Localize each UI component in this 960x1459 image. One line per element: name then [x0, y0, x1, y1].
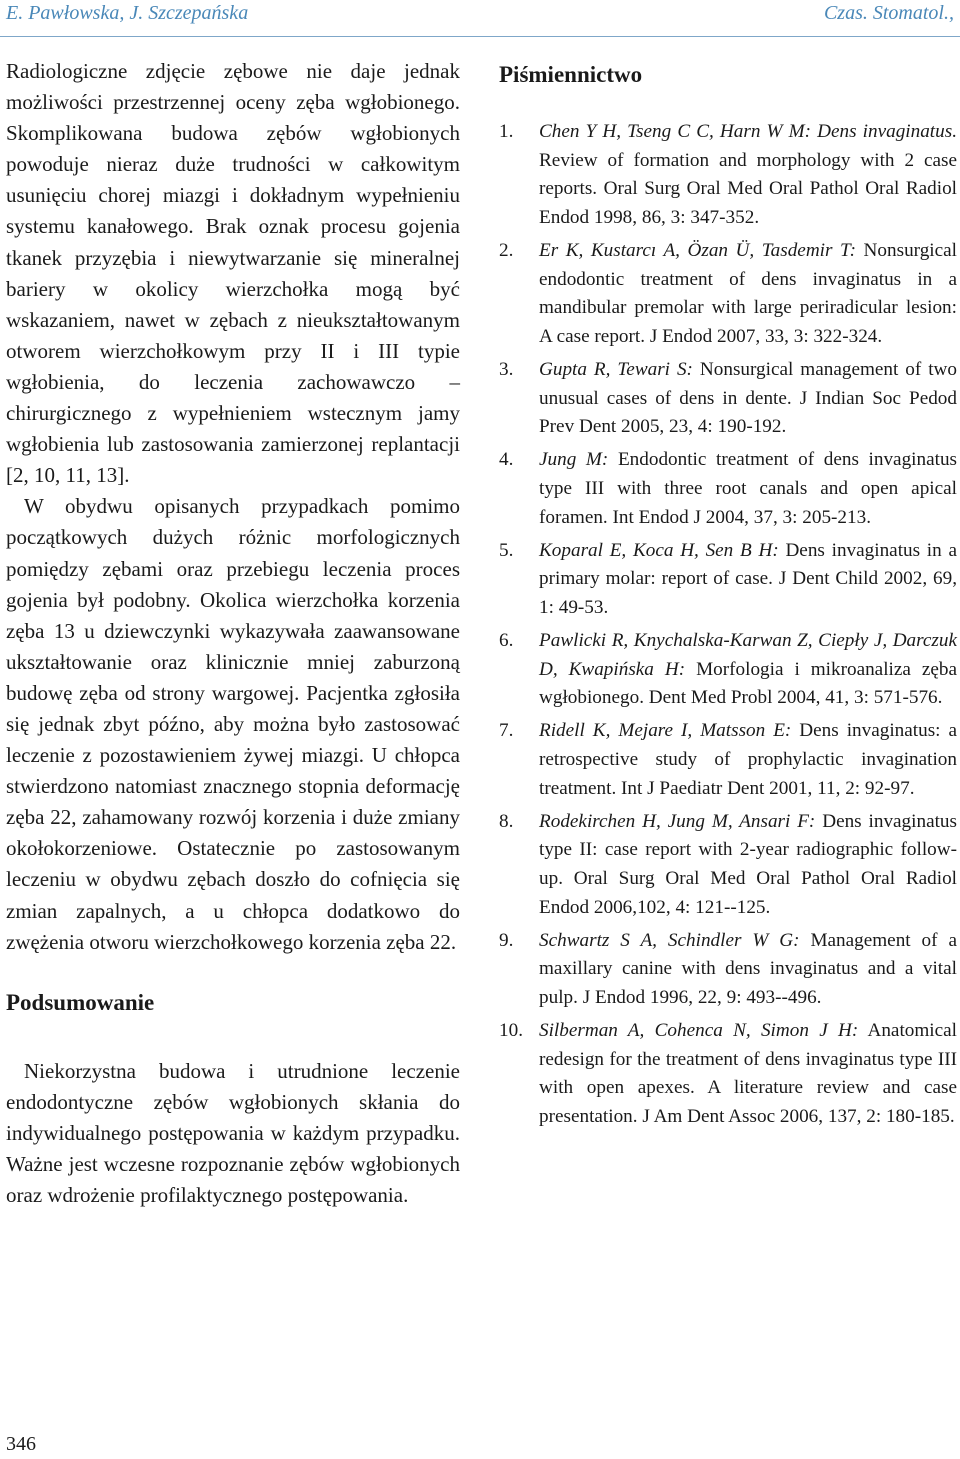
reference-number: 7.: [499, 720, 514, 742]
reference-details: Management of a maxillary canine with dens invaginatus and a vital pulp. J Endod 1996, 22, 9: 493--496.: [539, 929, 957, 1008]
reference-item: [499, 927, 957, 1013]
reference-details: Dens invaginatus: a retrospective study of prophylactic invagination treatment. Int J Paediatr Dent 2001, 11, 2: 92-97.: [539, 720, 957, 799]
body-paragraph-2: W obydwu opisanych przypadkach pomimo początkowych dużych różnic morfologicznych pomiędzy zębami oraz przebiegu leczenia proces gojenia był podobny. Okolica wierzchołka korzenia zęba 13 u dziewczynki wykazywała zaawansowane ukształtowanie oraz klinicznie mniej zaburzoną budowę zęba od strony wargowej. Pacjentka zgłosiła się jednak zbyt późno, aby można było zastosować leczenie z pozostawieniem żywej miazgi. U chłopca stwierdzono natomiast znacznego stopnia deformację zęba 22, zahamowany rozwój korzenia i duże zmiany okołokorzeniowe. Ostatecznie po zastosowanym leczeniu w obydwu zębach doszło do cofnięcia się zmian zapalnych, a u chłopca dodatkowo do zwężenia otworu wierzchołkowego korzenia zęba 22.: [6, 494, 460, 954]
reference-text: [539, 356, 957, 442]
header-rule: [0, 36, 960, 37]
reference-item: [499, 1017, 957, 1131]
reference-authors: Pawlicki R, Knychalska-Karwan Z, Ciepły J, Darczuk D, Kwapińska H:: [539, 630, 957, 680]
references-column: [499, 56, 957, 1136]
section-heading-summary: Podsumowanie: [6, 989, 155, 1015]
reference-authors: Chen Y H, Tseng C C, Harn W M: Dens invaginatus.: [539, 121, 957, 142]
reference-item: [499, 237, 957, 351]
reference-item: [499, 537, 957, 623]
reference-item: [499, 356, 957, 442]
reference-text: [539, 446, 957, 532]
reference-item: [499, 627, 957, 713]
reference-text: [539, 537, 957, 623]
reference-authors: Jung M:: [539, 449, 609, 471]
header-authors: E. Pawłowska, J. Szczepańska: [6, 1, 249, 24]
reference-authors: Schwartz S A, Schindler W G:: [539, 929, 800, 951]
reference-details: Morfologia i mikroanaliza zęba wgłobionego. Dent Med Probl 2004, 41, 3: 571-576.: [539, 658, 957, 709]
reference-list: [499, 118, 957, 1132]
reference-number: 5.: [499, 539, 514, 561]
reference-authors: Ridell K, Mejare I, Matsson E:: [539, 720, 792, 742]
reference-text: [539, 627, 957, 713]
reference-number: 6.: [499, 630, 514, 652]
reference-details: Dens invaginatus type II: case report with 2-year radiographic follow-up. Oral Surg Oral Med Oral Pathol Oral Radiol Endod 2006,102, 4: 121--125.: [539, 810, 957, 918]
reference-details: Anatomical redesign for the treatment of dens invaginatus type III with open apexes. A literature review and case presentation. J Am Dent Assoc 2006, 137, 2: 180-185.: [539, 1020, 957, 1127]
reference-authors: Silberman A, Cohenca N, Simon J H:: [539, 1020, 859, 1042]
reference-details: Dens invaginatus in a primary molar: report of case. J Dent Child 2002, 69, 1: 49-53.: [539, 539, 957, 618]
reference-number: 4.: [499, 449, 514, 471]
reference-authors: Rodekirchen H, Jung M, Ansari F:: [539, 810, 816, 832]
header-journal: Czas. Stomatol.,: [823, 1, 954, 24]
reference-authors: Gupta R, Tewari S:: [539, 358, 693, 380]
reference-number: 8.: [499, 810, 514, 832]
reference-text: [539, 1017, 957, 1131]
reference-number: 2.: [499, 239, 514, 261]
references-heading: Piśmiennictwo: [499, 62, 643, 87]
running-header: [6, 0, 954, 26]
reference-details: Review of formation and morphology with 2 case reports. Oral Surg Oral Med Oral Pathol Oral Radiol Endod 1998, 86, 3: 347-352.: [539, 149, 957, 228]
page-number: 346: [6, 1433, 36, 1455]
reference-number: 9.: [499, 929, 514, 951]
reference-text: [539, 717, 957, 803]
reference-number: 10.: [499, 1020, 523, 1042]
reference-item: [499, 118, 957, 232]
left-column: [6, 56, 460, 1211]
reference-text: [539, 808, 957, 922]
reference-text: [539, 927, 957, 1013]
reference-authors: Er K, Kustarcı A, Özan Ü, Tasdemir T:: [539, 239, 857, 261]
reference-text: [539, 118, 957, 232]
reference-item: [499, 808, 957, 922]
reference-authors: Koparal E, Koca H, Sen B H:: [539, 539, 779, 561]
summary-paragraph: Niekorzystna budowa i utrudnione leczenie endodontyczne zębów wgłobionych skłania do indywidualnego postępowania w każdym przypadku. Ważne jest wczesne rozpoznanie zębów wgłobionych oraz wdrożenie profilaktycznego postępowania.: [6, 1058, 460, 1208]
reference-details: Nonsurgical endodontic treatment of dens invaginatus in a mandibular premolar with large periradicular lesion: A case report. J Endod 2007, 33, 3: 322-324.: [539, 239, 957, 347]
reference-details: Nonsurgical management of two unusual cases of dens in dente. J Indian Soc Pedod Prev Dent 2005, 23, 4: 190-192.: [539, 358, 957, 438]
reference-number: 1.: [499, 121, 514, 142]
body-paragraph-1: Radiologiczne zdjęcie zębowe nie daje jednak możliwości przestrzennej oceny zęba wgłobionego. Skomplikowana budowa zębów wgłobionych powoduje nieraz duże trudności w całkowitym usunięciu chorej miazgi i dokładnym wypełnieniu systemu kanałowego. Brak oznak procesu gojenia tkanek przyzębia i niewytwarzanie się mineralnej bariery w okolicy wierzchołka mogą być wskazaniem, nawet w zębach z nieukształtowanym otworem wierzchołkowym przy II i III typie wgłobienia, do leczenia zachowawczo – chirurgicznego z wypełnieniem wstecznym jamy wgłobienia lub zastosowania zamierzonej replantacji [2, 10, 11, 13].: [6, 59, 460, 488]
reference-number: 3.: [499, 358, 514, 380]
reference-item: [499, 446, 957, 532]
reference-text: [539, 237, 957, 351]
reference-details: Endodontic treatment of dens invaginatus type III with three root canals and open apical foramen. Int Endod J 2004, 37, 3: 205-213.: [539, 449, 958, 528]
reference-item: [499, 717, 957, 803]
